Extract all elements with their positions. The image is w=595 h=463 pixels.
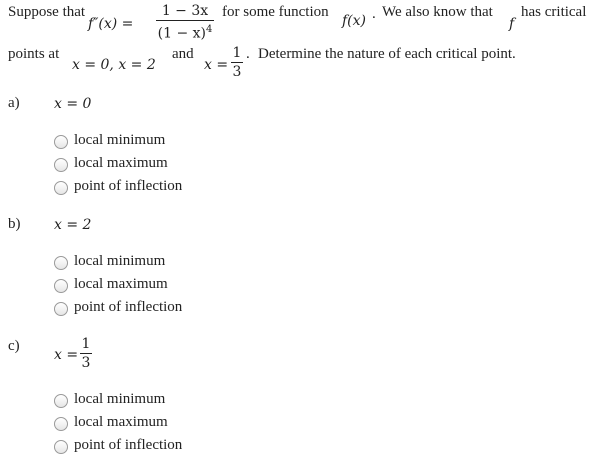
part-c-label-point-of-inflection[interactable]: point of inflection xyxy=(74,437,183,453)
intro-has-critical: has critical xyxy=(521,4,587,20)
intro-points-math: x = 0, x = 2 xyxy=(72,57,156,73)
intro-fraction-denominator: $(1 - x)^4$ xyxy=(157,24,213,42)
part-c-radio-point-of-inflection[interactable] xyxy=(54,440,68,454)
intro-fpp: f″(x) = xyxy=(88,16,134,32)
intro-x-eq: x = xyxy=(204,57,229,73)
part-b-radio-local-maximum[interactable] xyxy=(54,279,68,293)
part-c-radio-local-minimum[interactable] xyxy=(54,394,68,408)
intro-we-know: We also know that xyxy=(382,4,493,20)
intro-third-dot: . xyxy=(246,46,250,62)
part-b-radio-local-minimum[interactable] xyxy=(54,256,68,270)
part-a-letter: a) xyxy=(8,95,20,111)
part-a-point: x = 0 xyxy=(54,96,92,112)
intro-and: and xyxy=(172,46,194,62)
intro-fraction xyxy=(156,3,214,42)
part-b-letter: b) xyxy=(8,216,21,232)
part-a-radio-local-minimum[interactable] xyxy=(54,135,68,149)
part-a-label-local-minimum[interactable]: local minimum xyxy=(74,132,166,148)
intro-points-at: points at xyxy=(8,46,60,62)
part-c-point-lhs: x = xyxy=(54,347,79,363)
intro-f: f xyxy=(509,16,515,32)
part-b-radio-point-of-inflection[interactable] xyxy=(54,302,68,316)
part-c-letter: c) xyxy=(8,338,20,354)
intro-fx-dot: . xyxy=(372,6,376,22)
part-c-label-local-maximum[interactable]: local maximum xyxy=(74,414,168,430)
intro-fraction-numerator: 1 − 3x xyxy=(161,3,209,19)
part-b-label-local-minimum[interactable]: local minimum xyxy=(74,253,166,269)
part-a-radio-point-of-inflection[interactable] xyxy=(54,181,68,195)
part-b-label-local-maximum[interactable]: local maximum xyxy=(74,276,168,292)
part-b-point: x = 2 xyxy=(54,217,92,233)
part-c-radio-local-maximum[interactable] xyxy=(54,417,68,431)
intro-determine: Determine the nature of each critical point. xyxy=(258,46,516,62)
part-a-label-local-maximum[interactable]: local maximum xyxy=(74,155,168,171)
part-c-label-local-minimum[interactable]: local minimum xyxy=(74,391,166,407)
part-c-point-fraction: 1 3 xyxy=(81,336,91,371)
intro-suppose: Suppose that xyxy=(8,4,86,20)
intro-fx: f(x) xyxy=(342,13,367,29)
part-a-radio-local-maximum[interactable] xyxy=(54,158,68,172)
intro-for-some: for some function xyxy=(222,4,329,20)
part-a-label-point-of-inflection[interactable]: point of inflection xyxy=(74,178,183,194)
intro-third-fraction: 1 3 xyxy=(232,45,242,80)
part-b-label-point-of-inflection[interactable]: point of inflection xyxy=(74,299,183,315)
